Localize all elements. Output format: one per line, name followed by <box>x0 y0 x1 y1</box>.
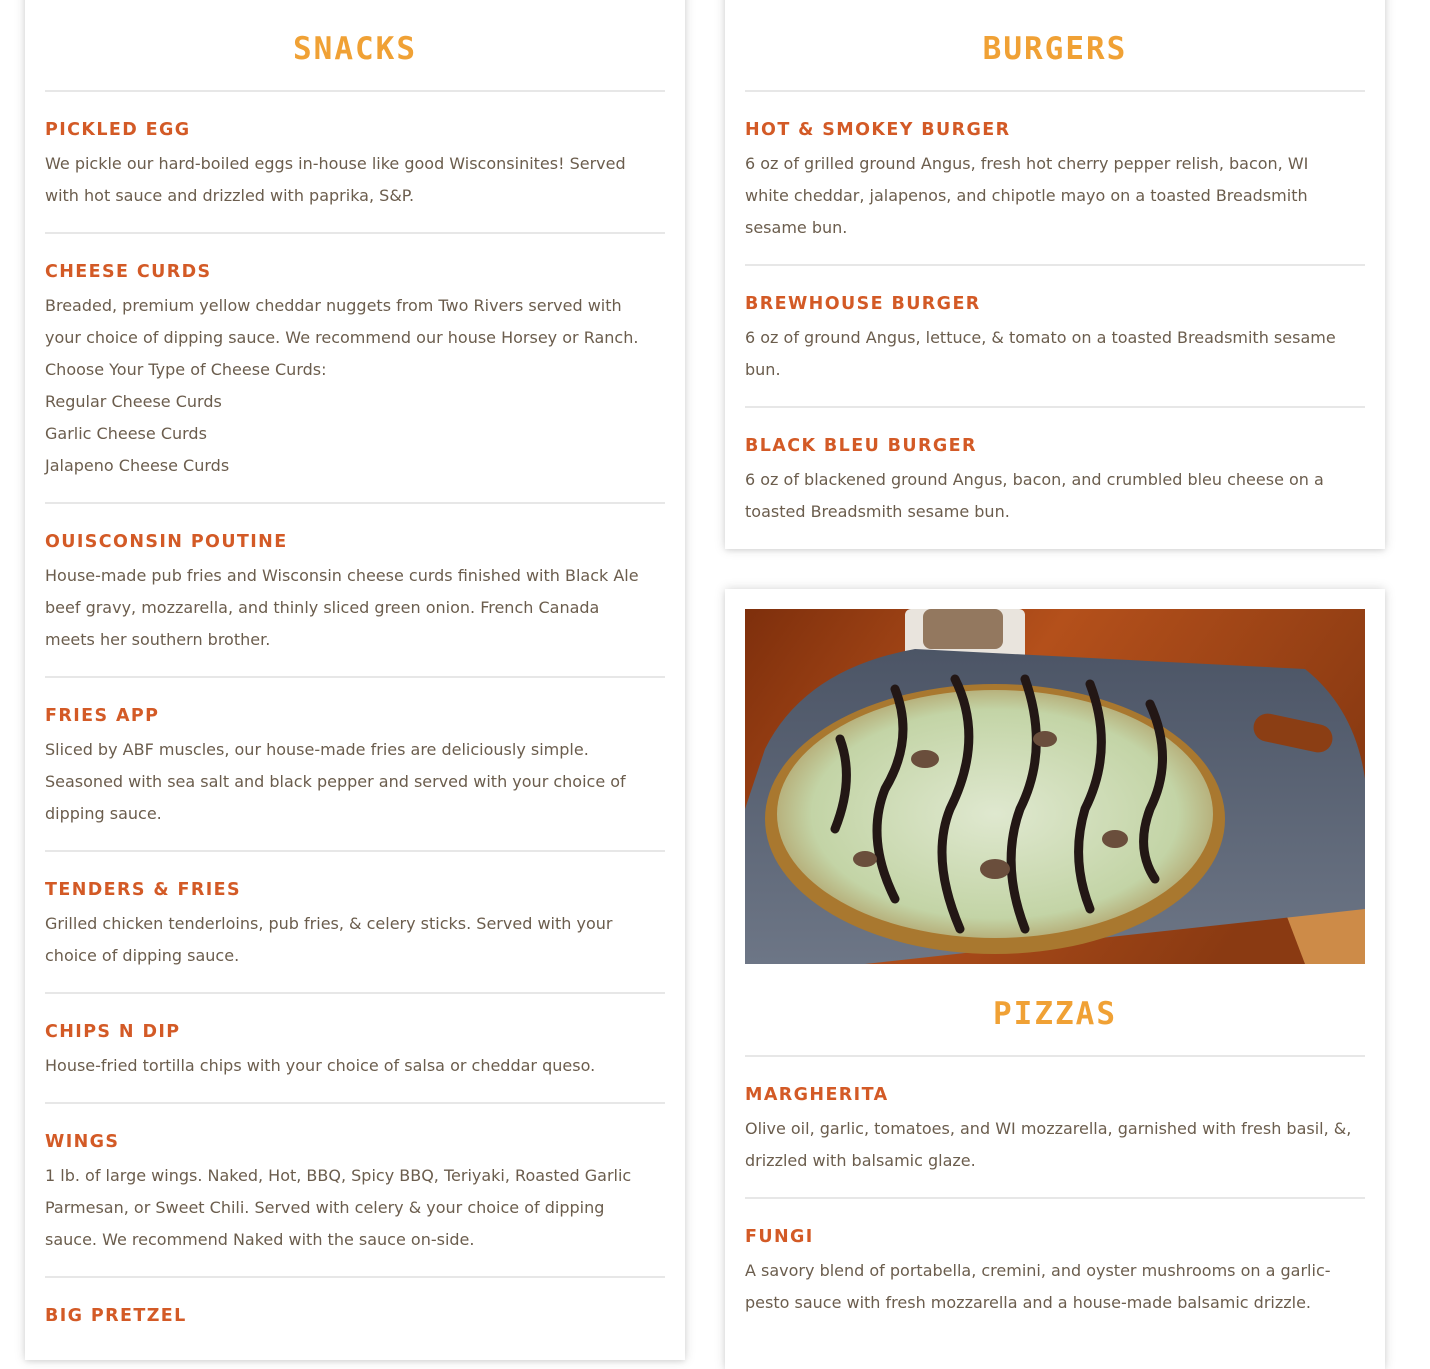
desc-line: 6 oz of blackened ground Angus, bacon, and crumbled bleu cheese on a <box>745 470 1324 489</box>
divider <box>745 90 1365 92</box>
item-name-margherita: MARGHERITA <box>745 1085 889 1105</box>
item-desc-pickled-egg <box>45 148 626 212</box>
desc-line: Seasoned with sea salt and black pepper and served with your choice of <box>45 772 626 791</box>
item-name-fungi: FUNGI <box>745 1227 814 1247</box>
item-desc-margherita <box>745 1113 1351 1177</box>
desc-line: We pickle our hard-boiled eggs in-house like good Wisconsinites! Served <box>45 154 626 173</box>
item-name-brewhouse-burger: BREWHOUSE BURGER <box>745 294 981 314</box>
pizzas-card <box>725 589 1385 1369</box>
item-name-black-bleu-burger: BLACK BLEU BURGER <box>745 436 977 456</box>
desc-line: Garlic Cheese Curds <box>45 424 207 443</box>
desc-line: Sliced by ABF muscles, our house-made fries are deliciously simple. <box>45 740 589 759</box>
desc-line: Grilled chicken tenderloins, pub fries, & celery sticks. Served with your <box>45 914 613 933</box>
desc-line: House-made pub fries and Wisconsin cheese curds finished with Black Ale <box>45 566 639 585</box>
desc-line: 6 oz of ground Angus, lettuce, & tomato on a toasted Breadsmith sesame <box>745 328 1336 347</box>
item-name-chips-n-dip: CHIPS N DIP <box>45 1022 181 1042</box>
item-name-fries-app: FRIES APP <box>45 706 160 726</box>
item-name-wings: WINGS <box>45 1132 120 1152</box>
desc-line: sauce. We recommend Naked with the sauce on-side. <box>45 1230 475 1249</box>
desc-line: beef gravy, mozzarella, and thinly sliced green onion. French Canada <box>45 598 600 617</box>
item-desc-fries-app <box>45 734 626 830</box>
desc-line: drizzled with balsamic glaze. <box>745 1151 976 1170</box>
burgers-card <box>725 0 1385 549</box>
desc-line: sesame bun. <box>745 218 848 237</box>
divider <box>745 406 1365 408</box>
divider <box>45 90 665 92</box>
desc-line: Choose Your Type of Cheese Curds: <box>45 360 327 379</box>
divider <box>745 1055 1365 1057</box>
divider <box>45 992 665 994</box>
divider <box>45 502 665 504</box>
item-name-pickled-egg: PICKLED EGG <box>45 120 191 140</box>
pizzas-title: PIZZAS <box>993 996 1117 1032</box>
snacks-card <box>25 0 685 1360</box>
item-name-ouisconsin-poutine: OUISCONSIN POUTINE <box>45 532 288 552</box>
desc-line: pesto sauce with fresh mozzarella and a house-made balsamic drizzle. <box>745 1293 1312 1312</box>
divider <box>45 1102 665 1104</box>
pizza-photo-icon <box>745 609 1365 964</box>
pizza-photo <box>745 609 1365 964</box>
desc-line: A savory blend of portabella, cremini, and oyster mushrooms on a garlic- <box>745 1261 1331 1280</box>
divider <box>45 850 665 852</box>
item-desc-wings <box>45 1160 631 1256</box>
desc-line: 1 lb. of large wings. Naked, Hot, BBQ, Spicy BBQ, Teriyaki, Roasted Garlic <box>45 1166 632 1185</box>
desc-line: white cheddar, jalapenos, and chipotle mayo on a toasted Breadsmith <box>745 186 1308 205</box>
item-desc-fungi <box>745 1255 1331 1319</box>
desc-line: Parmesan, or Sweet Chili. Served with celery & your choice of dipping <box>45 1198 605 1217</box>
desc-line: toasted Breadsmith sesame bun. <box>745 502 1010 521</box>
desc-line: bun. <box>745 360 781 379</box>
item-desc-cheese-curds <box>45 290 638 482</box>
divider <box>45 1276 665 1278</box>
divider <box>45 676 665 678</box>
desc-line: 6 oz of grilled ground Angus, fresh hot cherry pepper relish, bacon, WI <box>745 154 1309 173</box>
item-name-big-pretzel: BIG PRETZEL <box>45 1306 187 1326</box>
desc-line: meets her southern brother. <box>45 630 271 649</box>
item-desc-chips-n-dip <box>45 1050 595 1082</box>
burgers-title: BURGERS <box>982 31 1128 67</box>
desc-line: Regular Cheese Curds <box>45 392 222 411</box>
desc-line: with hot sauce and drizzled with paprika, S&P. <box>45 186 415 205</box>
desc-line: Jalapeno Cheese Curds <box>45 456 230 475</box>
desc-line: House-fried tortilla chips with your choice of salsa or cheddar queso. <box>45 1056 596 1075</box>
desc-line: Olive oil, garlic, tomatoes, and WI mozzarella, garnished with fresh basil, &, <box>745 1119 1352 1138</box>
item-desc-black-bleu-burger <box>745 464 1324 528</box>
item-name-hot-smokey-burger: HOT & SMOKEY BURGER <box>745 120 1011 140</box>
item-name-cheese-curds: CHEESE CURDS <box>45 262 212 282</box>
snacks-title: SNACKS <box>293 31 417 67</box>
item-desc-brewhouse-burger <box>745 322 1336 386</box>
desc-line: your choice of dipping sauce. We recommend our house Horsey or Ranch. <box>45 328 639 347</box>
desc-line: Breaded, premium yellow cheddar nuggets from Two Rivers served with <box>45 296 622 315</box>
divider <box>745 264 1365 266</box>
item-desc-hot-smokey-burger <box>745 148 1308 244</box>
item-name-tenders-fries: TENDERS & FRIES <box>45 880 242 900</box>
divider <box>745 1197 1365 1199</box>
item-desc-ouisconsin-poutine <box>45 560 639 656</box>
item-desc-tenders-fries <box>45 908 612 972</box>
divider <box>45 232 665 234</box>
desc-line: choice of dipping sauce. <box>45 946 240 965</box>
desc-line: dipping sauce. <box>45 804 162 823</box>
